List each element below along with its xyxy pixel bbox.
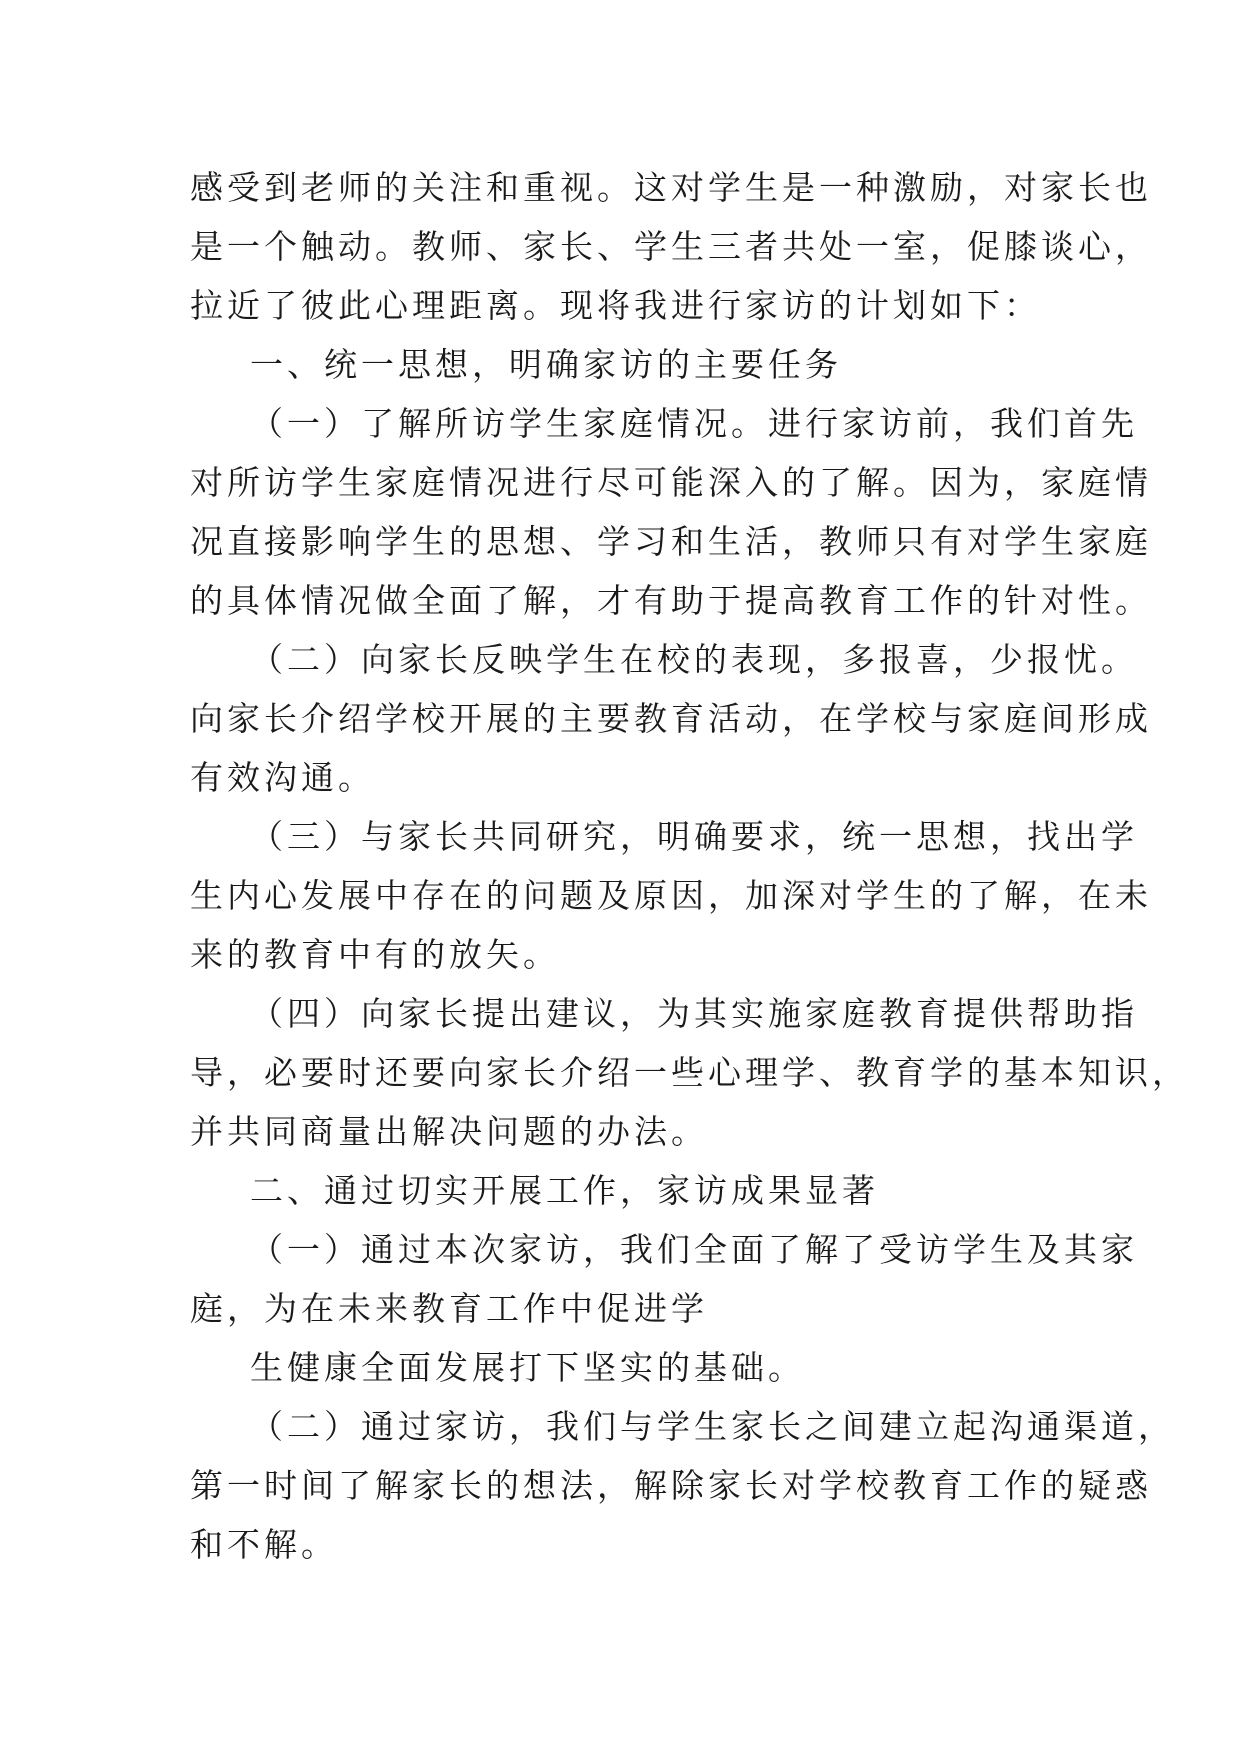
text-line: 并共同商量出解决问题的办法。 [190,1112,708,1151]
text-line: 第一时间了解家长的想法，解除家长对学校教育工作的疑惑 [190,1466,1152,1505]
text-line: 庭，为在未来教育工作中促进学 [190,1289,708,1328]
text-line: 是一个触动。教师、家长、学生三者共处一室，促膝谈心， [190,227,1152,266]
text-line: 况直接影响学生的思想、学习和生活，教师只有对学生家庭 [190,522,1152,561]
text-line: 生健康全面发展打下坚实的基础。 [250,1348,805,1387]
text-line: 向家长介绍学校开展的主要教育活动，在学校与家庭间形成 [190,699,1152,738]
section-heading: 一、统一思想，明确家访的主要任务 [250,345,842,384]
text-line: 导，必要时还要向家长介绍一些心理学、教育学的基本知识， [190,1053,1189,1092]
document-body [190,158,1189,1574]
text-line: 和不解。 [190,1525,338,1564]
text-line: （一）了解所访学生家庭情况。进行家访前，我们首先 [250,404,1138,443]
text-line: 对所访学生家庭情况进行尽可能深入的了解。因为，家庭情 [190,463,1152,502]
text-line: 生内心发展中存在的问题及原因，加深对学生的了解，在未 [190,876,1152,915]
text-line: 的具体情况做全面了解，才有助于提高教育工作的针对性。 [190,581,1152,620]
text-line: 有效沟通。 [190,758,375,797]
text-line: 拉近了彼此心理距离。现将我进行家访的计划如下： [190,286,1041,325]
section-heading: 二、通过切实开展工作，家访成果显著 [250,1171,879,1210]
text-line: （三）与家长共同研究，明确要求，统一思想，找出学 [250,817,1138,856]
text-line: （四）向家长提出建议，为其实施家庭教育提供帮助指 [250,994,1138,1033]
text-line: （二）通过家访，我们与学生家长之间建立起沟通渠道， [250,1407,1175,1446]
text-line: （一）通过本次家访，我们全面了解了受访学生及其家 [250,1230,1138,1269]
text-line: 感受到老师的关注和重视。这对学生是一种激励，对家长也 [190,168,1152,207]
text-line: （二）向家长反映学生在校的表现，多报喜，少报忧。 [250,640,1138,679]
text-line: 来的教育中有的放矢。 [190,935,560,974]
